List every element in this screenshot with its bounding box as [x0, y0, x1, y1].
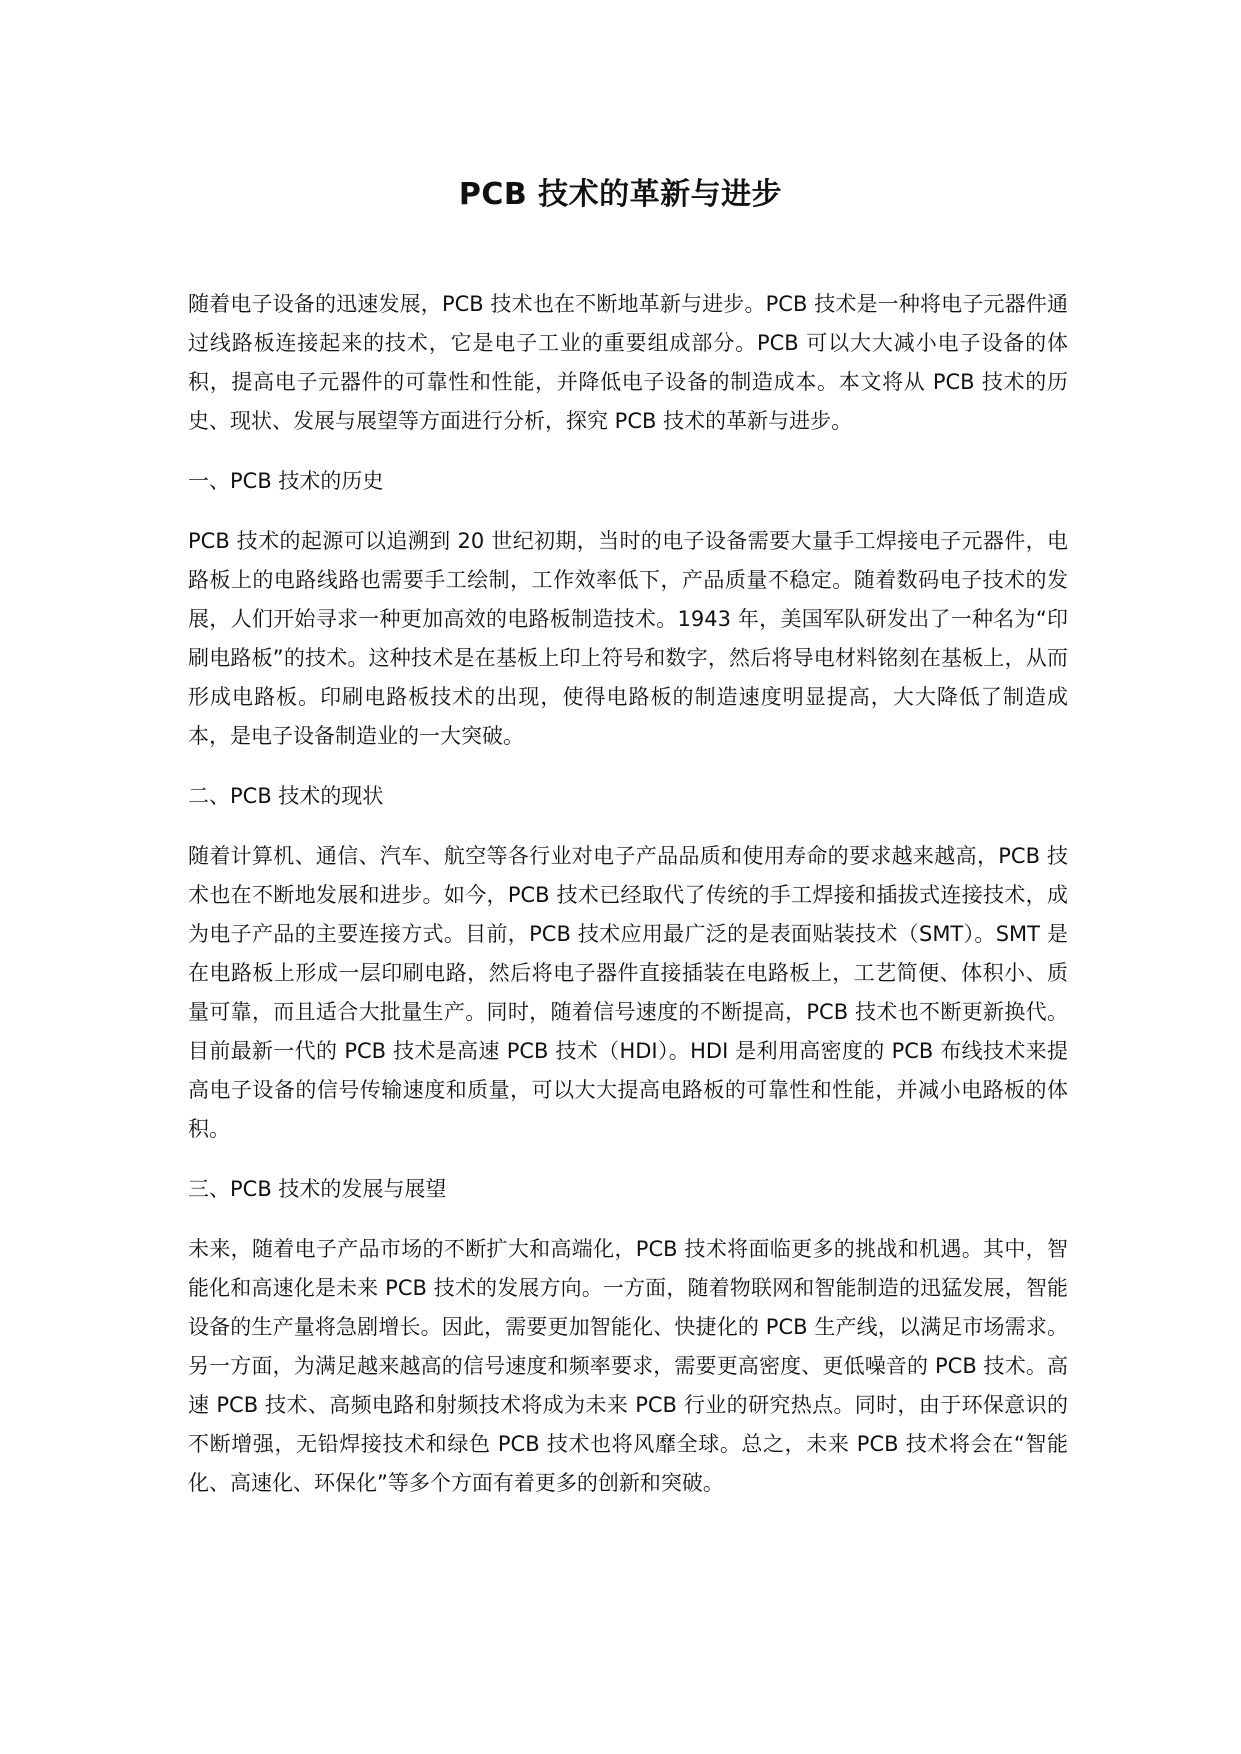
section-body-status: 随着计算机、通信、汽车、航空等各行业对电子产品品质和使用寿命的要求越来越高，PCB 技术也在不断地发展和进步。如今，PCB 技术已经取代了传统的手工焊接和插拔式连接技术，成为电子产品的主要连接方式。目前，PCB 技术应用最广泛的是表面贴装技术（SMT）。SMT 是在电路板上形成一层印刷电路，然后将电子器件直接插装在电路板上，工艺简便、体积小、质量可靠，而且适合大批量生产。同时，随着信号速度的不断提高，PCB 技术也不断更新换代。目前最新一代的 PCB 技术是高速 PCB 技术（HDI）。HDI 是利用高密度的 PCB 布线技术来提高电子设备的信号传输速度和质量，可以大大提高电路板的可靠性和性能，并减小电路板的体积。	[188, 844, 1068, 1141]
section-heading-status: 二、PCB 技术的现状	[188, 784, 384, 808]
intro-paragraph: 随着电子设备的迅速发展，PCB 技术也在不断地革新与进步。PCB 技术是一种将电子元器件通过线路板连接起来的技术，它是电子工业的重要组成部分。PCB 可以大大减小电子设备的体积，提高电子元器件的可靠性和性能，并降低电子设备的制造成本。本文将从 PCB 技术的历史、现状、发展与展望等方面进行分析，探究 PCB 技术的革新与进步。	[188, 292, 1068, 433]
page-title: PCB 技术的革新与进步	[458, 177, 783, 212]
section-body-history: PCB 技术的起源可以追溯到 20 世纪初期，当时的电子设备需要大量手工焊接电子元器件，电路板上的电路线路也需要手工绘制，工作效率低下，产品质量不稳定。随着数码电子技术的发展，人们开始寻求一种更加高效的电路板制造技术。1943 年，美国军队研发出了一种名为“印刷电路板”的技术。这种技术是在基板上印上符号和数字，然后将导电材料铭刻在基板上，从而形成电路板。印刷电路板技术的出现，使得电路板的制造速度明显提高，大大降低了制造成本，是电子设备制造业的一大突破。	[188, 529, 1068, 748]
section-heading-outlook: 三、PCB 技术的发展与展望	[188, 1177, 447, 1201]
section-heading-history: 一、PCB 技术的历史	[188, 469, 384, 493]
document-body	[188, 285, 1068, 1524]
section-body-outlook: 未来，随着电子产品市场的不断扩大和高端化，PCB 技术将面临更多的挑战和机遇。其中，智能化和高速化是未来 PCB 技术的发展方向。一方面，随着物联网和智能制造的迅猛发展，智能设备的生产量将急剧增长。因此，需要更加智能化、快捷化的 PCB 生产线，以满足市场需求。另一方面，为满足越来越高的信号速度和频率要求，需要更高密度、更低噪音的 PCB 技术。高速 PCB 技术、高频电路和射频技术将成为未来 PCB 行业的研究热点。同时，由于环保意识的不断增强，无铅焊接技术和绿色 PCB 技术也将风靡全球。总之，未来 PCB 技术将会在“智能化、高速化、环保化”等多个方面有着更多的创新和突破。	[188, 1237, 1068, 1495]
